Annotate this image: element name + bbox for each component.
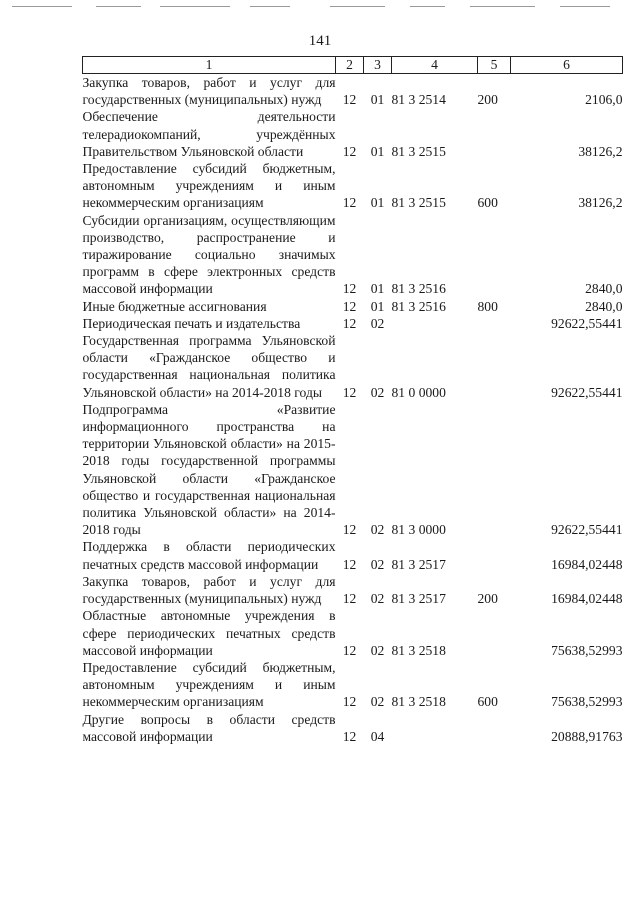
row-section: 12 (342, 92, 357, 108)
table-row (83, 573, 623, 607)
row-target-code: 81 3 2515 (391, 195, 446, 211)
row-target-code: 81 3 2518 (391, 694, 446, 710)
row-name: Предоставление субсидий бюджетным, автономным учреждениям и иным некоммерческим организациям (82, 161, 336, 211)
scan-edge-marks (0, 6, 640, 10)
row-amount: 92622,55441 (551, 522, 623, 538)
row-amount: 75638,52993 (551, 642, 623, 658)
row-subsection: 02 (370, 384, 385, 400)
row-subsection: 02 (370, 315, 385, 331)
budget-table (82, 56, 623, 745)
table-row (83, 538, 623, 572)
row-amount: 16984,02448 (551, 556, 623, 572)
row-section: 12 (342, 522, 357, 538)
row-name: Поддержка в области периодических печатных средств массовой информации (82, 539, 336, 572)
row-name: Иные бюджетные ассигнования (82, 298, 267, 314)
row-amount: 92622,55441 (551, 315, 623, 331)
header-col-4: 4 (392, 57, 478, 74)
header-col-5: 5 (478, 57, 511, 74)
table-row (83, 711, 623, 745)
row-name: Предоставление субсидий бюджетным, автономным учреждениям и иным некоммерческим организациям (82, 659, 336, 710)
row-target-code: 81 3 0000 (391, 522, 446, 538)
row-target-code: 81 3 2517 (391, 556, 446, 572)
row-target-code (392, 711, 478, 745)
row-subsection: 02 (370, 694, 385, 710)
row-subsection: 04 (370, 728, 385, 744)
row-subsection: 01 (370, 92, 385, 108)
row-section: 12 (342, 384, 357, 400)
table-body (83, 74, 623, 745)
row-target-code: 81 0 0000 (391, 384, 446, 400)
row-name: Периодическая печать и издательства (82, 315, 301, 331)
row-section: 12 (342, 143, 357, 159)
row-subsection: 02 (370, 556, 385, 572)
row-name: Субсидии организациям, осуществляющим производство, распространение и тиражирование социально значимых программ в сфере электронных средств массовой информации (82, 212, 336, 297)
table-row (83, 315, 623, 332)
page-number: 141 (308, 33, 332, 49)
row-name: Подпрограмма «Развитие информационного пространства на территории Ульяновской области» на 2015-2018 годы государственной программы Ульяновской области «Гражданское общество и государственная национальная политика Ульяновской области» на 2014-2018 годы (82, 401, 336, 538)
table-row (83, 401, 623, 539)
row-section: 12 (342, 694, 357, 710)
row-section: 12 (342, 195, 357, 211)
row-subsection: 02 (370, 522, 385, 538)
row-target-code: 81 3 2518 (391, 642, 446, 658)
row-expense-type (478, 538, 511, 572)
row-subsection: 01 (370, 143, 385, 159)
table-row (83, 298, 623, 315)
row-section: 12 (342, 298, 357, 314)
row-target-code: 81 3 2517 (391, 591, 446, 607)
row-expense-type (478, 401, 511, 539)
row-name: Закупка товаров, работ и услуг для государственных (муниципальных) нужд (82, 573, 336, 607)
row-subsection: 01 (370, 281, 385, 297)
row-section: 12 (342, 642, 357, 658)
table-row (83, 659, 623, 711)
row-amount: 2106,0 (585, 92, 623, 108)
row-amount: 92622,55441 (551, 384, 623, 400)
row-amount: 2840,0 (585, 281, 623, 297)
row-expense-type: 200 (477, 591, 498, 607)
header-col-1: 1 (83, 57, 336, 74)
row-name: Обеспечение деятельности телерадиокомпаний, учреждённых Правительством Ульяновской области (82, 109, 336, 159)
row-expense-type: 800 (477, 298, 498, 314)
row-expense-type (478, 607, 511, 659)
table-row (83, 160, 623, 212)
row-name: Областные автономные учреждения в сфере периодических печатных средств массовой информации (82, 608, 336, 658)
row-amount: 16984,02448 (551, 591, 623, 607)
row-expense-type: 200 (477, 92, 498, 108)
row-amount: 20888,91763 (551, 728, 623, 744)
row-amount: 75638,52993 (551, 694, 623, 710)
row-expense-type: 600 (477, 195, 498, 211)
row-expense-type (478, 212, 511, 298)
row-section: 12 (342, 315, 357, 331)
row-expense-type (478, 332, 511, 401)
row-expense-type (478, 711, 511, 745)
row-name: Закупка товаров, работ и услуг для государственных (муниципальных) нужд (82, 75, 336, 108)
row-section: 12 (342, 728, 357, 744)
row-section: 12 (342, 591, 357, 607)
row-target-code: 81 3 2515 (391, 143, 446, 159)
row-subsection: 02 (370, 642, 385, 658)
row-amount: 2840,0 (585, 298, 623, 314)
row-section: 12 (342, 281, 357, 297)
table-row (83, 108, 623, 160)
table-header-row (83, 57, 623, 74)
row-expense-type: 600 (477, 694, 498, 710)
row-expense-type (478, 108, 511, 160)
row-amount: 38126,2 (578, 143, 623, 159)
header-col-6: 6 (511, 57, 623, 74)
row-subsection: 01 (370, 298, 385, 314)
table-row (83, 212, 623, 298)
row-target-code: 81 3 2516 (391, 298, 446, 314)
row-subsection: 01 (370, 195, 385, 211)
row-target-code: 81 3 2516 (391, 281, 446, 297)
row-target-code: 81 3 2514 (391, 92, 446, 108)
row-name: Другие вопросы в области средств массовой информации (82, 711, 336, 744)
row-target-code (392, 315, 478, 332)
header-col-3: 3 (364, 57, 392, 74)
row-section: 12 (342, 556, 357, 572)
row-amount: 38126,2 (578, 195, 623, 211)
header-col-2: 2 (336, 57, 364, 74)
table-row (83, 332, 623, 401)
row-expense-type (478, 315, 511, 332)
table-row (83, 607, 623, 659)
table-row (83, 74, 623, 109)
row-subsection: 02 (370, 591, 385, 607)
row-name: Государственная программа Ульяновской области «Гражданское общество и государственная национальная политика Ульяновской области» на 2014-2018 годы (82, 333, 336, 400)
